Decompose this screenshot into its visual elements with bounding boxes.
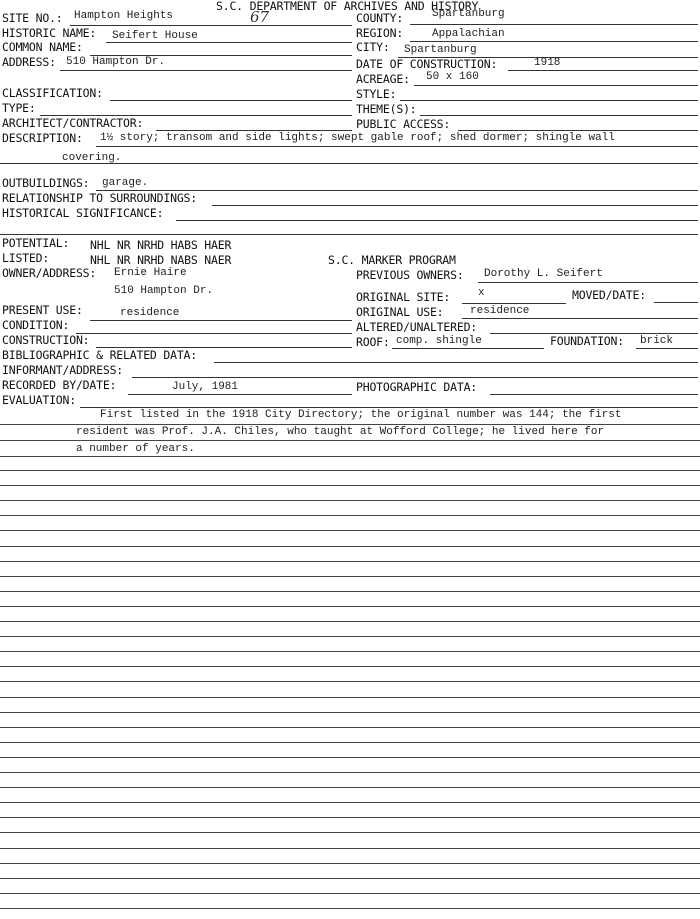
original-use-value: residence (470, 305, 530, 317)
ruled-line (0, 440, 700, 441)
city-label: CITY: (356, 40, 390, 54)
region-label: REGION: (356, 26, 404, 40)
ruled-line (0, 878, 700, 879)
ruled-line (0, 787, 700, 788)
ruled-line (0, 757, 700, 758)
acreage-label: ACREAGE: (356, 72, 410, 86)
present-use-value: residence (120, 307, 180, 319)
potential-options: NHL NR NRHD HABS HAER (90, 238, 232, 252)
listed-options: NHL NR NRHD NABS NAER (90, 253, 232, 267)
ruled-line (0, 666, 700, 667)
county-value: Spartanburg (432, 8, 505, 20)
themes-label: THEME(S): (356, 102, 417, 116)
moved-date-label: MOVED/DATE: (572, 288, 646, 302)
previous-owners-value: Dorothy L. Seifert (484, 268, 603, 280)
ruled-line (0, 546, 700, 547)
city-value: Spartanburg (404, 44, 477, 56)
recorded-label: RECORDED BY/DATE: (2, 378, 117, 392)
significance-label: HISTORICAL SIGNIFICANCE: (2, 206, 164, 220)
description-line-2: covering. (62, 152, 122, 164)
condition-label: CONDITION: (2, 318, 70, 332)
foundation-value: brick (640, 335, 674, 347)
form-number: 67 (250, 8, 270, 26)
roof-label: ROOF: (356, 335, 390, 349)
site-no-value: Hampton Heights (74, 10, 174, 22)
listed-label: LISTED: (2, 251, 50, 265)
photographic-label: PHOTOGRAPHIC DATA: (356, 380, 478, 394)
ruled-line (0, 772, 700, 773)
construction-label: CONSTRUCTION: (2, 333, 90, 347)
historic-name-label: HISTORIC NAME: (2, 26, 97, 40)
original-site-value: x (478, 287, 485, 299)
bibliographic-label: BIBLIOGRAPHIC & RELATED DATA: (2, 348, 197, 362)
ruled-line (0, 817, 700, 818)
evaluation-line-1: First listed in the 1918 City Directory; the original number was 144; the first (100, 409, 622, 421)
ruled-line (0, 621, 700, 622)
owner-name: Ernie Haire (114, 267, 187, 279)
description-label: DESCRIPTION: (2, 131, 83, 145)
ruled-line (0, 712, 700, 713)
ruled-line (0, 832, 700, 833)
ruled-line (0, 530, 700, 531)
ruled-line (0, 515, 700, 516)
altered-label: ALTERED/UNALTERED: (356, 320, 478, 334)
ruled-line (0, 651, 700, 652)
style-label: STYLE: (356, 87, 397, 101)
evaluation-label: EVALUATION: (2, 393, 76, 407)
acreage-value: 50 x 160 (426, 71, 479, 83)
ruled-line (0, 576, 700, 577)
ruled-line (0, 863, 700, 864)
roof-value: comp. shingle (396, 335, 482, 347)
evaluation-line-2: resident was Prof. J.A. Chiles, who taught at Wofford College; he lived here for (76, 426, 605, 438)
ruled-line (0, 802, 700, 803)
original-use-label: ORIGINAL USE: (356, 305, 444, 319)
ruled-line (0, 697, 700, 698)
ruled-line (0, 456, 700, 457)
outbuildings-label: OUTBUILDINGS: (2, 176, 90, 190)
ruled-line (0, 591, 700, 592)
ruled-line (0, 848, 700, 849)
public-access-label: PUBLIC ACCESS: (356, 117, 451, 131)
description-line-1: 1½ story; transom and side lights; swept gable roof; shed dormer; shingle wall (100, 132, 615, 144)
common-name-label: COMMON NAME: (2, 40, 83, 54)
historic-name-value: Seifert House (112, 30, 198, 42)
ruled-line (0, 500, 700, 501)
classification-label: CLASSIFICATION: (2, 86, 103, 100)
present-use-label: PRESENT USE: (2, 303, 83, 317)
informant-label: INFORMANT/ADDRESS: (2, 363, 124, 377)
owner-address: 510 Hampton Dr. (114, 285, 214, 297)
ruled-line (0, 485, 700, 486)
previous-owners-label: PREVIOUS OWNERS: (356, 268, 464, 282)
owner-label: OWNER/ADDRESS: (2, 266, 97, 280)
architect-label: ARCHITECT/CONTRACTOR: (2, 116, 144, 130)
potential-label: POTENTIAL: (2, 236, 70, 250)
ruled-line (0, 908, 700, 909)
ruled-line (0, 470, 700, 471)
marker-program-label: S.C. MARKER PROGRAM (328, 253, 456, 267)
address-value: 510 Hampton Dr. (66, 56, 166, 68)
ruled-line (0, 636, 700, 637)
address-label: ADDRESS: (2, 55, 56, 69)
relationship-label: RELATIONSHIP TO SURROUNDINGS: (2, 191, 197, 205)
ruled-line (0, 742, 700, 743)
county-label: COUNTY: (356, 11, 404, 25)
recorded-value: July, 1981 (172, 381, 239, 393)
ruled-line (0, 561, 700, 562)
date-label: DATE OF CONSTRUCTION: (356, 57, 498, 71)
ruled-line (0, 893, 700, 894)
original-site-label: ORIGINAL SITE: (356, 290, 451, 304)
ruled-line (0, 681, 700, 682)
region-value: Appalachian (432, 28, 505, 40)
outbuildings-value: garage. (102, 177, 149, 189)
site-no-label: SITE NO.: (2, 11, 63, 25)
foundation-label: FOUNDATION: (550, 334, 624, 348)
type-label: TYPE: (2, 101, 36, 115)
agency-title: S.C. DEPARTMENT OF ARCHIVES AND HISTORY (216, 0, 479, 13)
ruled-line (0, 424, 700, 425)
date-value: 1918 (534, 57, 561, 69)
ruled-line (0, 727, 700, 728)
ruled-line (0, 606, 700, 607)
evaluation-line-3: a number of years. (76, 443, 195, 455)
